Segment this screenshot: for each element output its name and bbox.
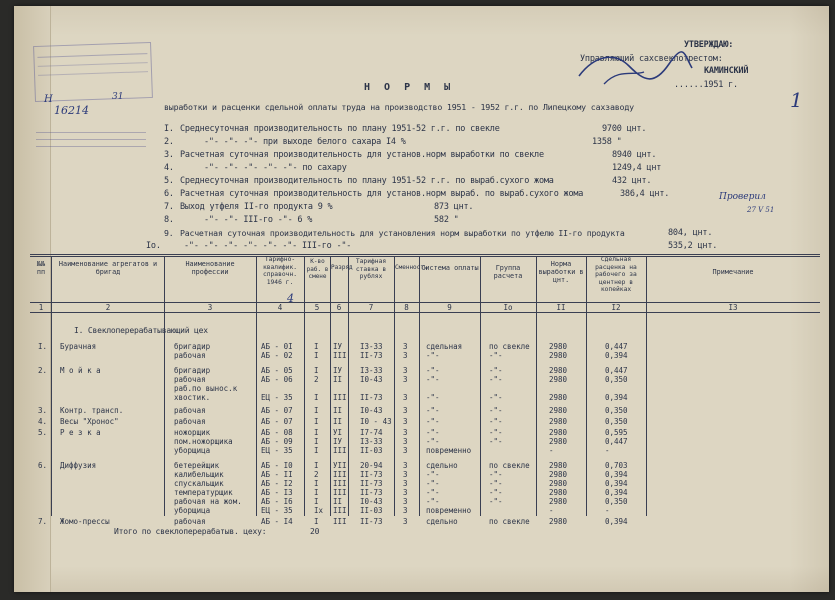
colnum: 2 [105,303,111,312]
row-piece-rate: - [605,506,610,515]
norm-value: 535,2 цнт. [668,241,718,251]
row-tariff-rate: II-73 [360,351,383,360]
header-handwritten-mark: 4 [287,292,294,305]
row-output-norm: - [549,446,554,455]
row-piece-rate: 0,447 [605,437,628,446]
row-shifts: 3 [403,393,408,402]
row-piece-rate: 0,447 [605,366,628,375]
colnum: 7 [368,303,374,312]
total-label: Итого по свеклоперерабатыв. цеху: [114,527,267,536]
row-profession: уборщица [174,506,211,515]
col-divider [536,256,537,516]
row-number: 2. [38,366,48,375]
row-workers-count: I [314,446,319,455]
row-profession: бетерейщик [174,461,220,470]
row-tariff-rate: I3-33 [360,437,383,446]
col-divider [394,256,395,516]
norm-text: -"- -"- III-го -"- 6 % [204,215,313,225]
row-piece-rate: 0,350 [605,497,628,506]
row-tariff-ref: АБ - 09 [261,437,293,446]
row-tariff-ref: АБ - 0I [261,342,293,351]
row-pay-system: -"- [426,417,440,426]
row-profession: рабочая [174,517,206,526]
header-calc-group: Группа расчета [493,264,523,280]
row-pay-system: -"- [426,406,440,415]
col-divider [164,256,165,516]
row-pay-system: -"- [426,366,440,375]
row-workers-count: I [314,406,319,415]
row-output-norm: 2980 [549,517,568,526]
row-calc-group: -"- [489,497,503,506]
row-shifts: 3 [403,479,408,488]
norm-number: 4. [164,163,174,173]
row-output-norm: 2980 [549,428,568,437]
row-piece-rate: 0,350 [605,375,628,384]
row-calc-group: по свекле [489,461,530,470]
row-calc-group: по свекле [489,342,530,351]
row-profession: бригадир [174,366,211,375]
row-workers-count: I [314,351,319,360]
row-tariff-rate: I3-33 [360,366,383,375]
norm-number: Io. [146,241,161,251]
row-tariff-ref: АБ - 05 [261,366,293,375]
row-tariff-ref: АБ - I4 [261,517,293,526]
approval-date: ......1951 г. [674,80,738,90]
row-unit: М о й к а [60,366,101,375]
col-divider [348,256,349,516]
colnum: II [556,303,566,312]
row-shifts: 3 [403,470,408,479]
margin-mark: 1 [790,88,803,112]
norm-text: Расчетная суточная производительность для установ.норм выработки по свекле [180,150,544,160]
row-tariff-ref: ЕЦ - 35 [261,393,293,402]
header-number: №№ пп [36,260,46,276]
side-note-handwritten: Проверил [719,192,766,202]
stamp-registration-number: 16214 [54,104,89,117]
row-tariff-ref: АБ - 02 [261,351,293,360]
row-workers-count: 2 [314,375,319,384]
row-calc-group: по свекле [489,517,530,526]
row-profession: калибельщик [174,470,224,479]
norm-number: 7. [164,202,174,212]
row-pay-system: -"- [426,479,440,488]
row-grade: II [333,375,343,384]
norm-value: 1358 " [592,137,622,147]
row-tariff-rate: I0 - 43 [360,417,392,426]
table-top-border [30,256,820,257]
colnum: 9 [447,303,452,312]
row-output-norm: 2980 [549,488,568,497]
signature-icon [574,46,694,94]
row-number: 6. [38,461,48,470]
row-grade: III [333,351,347,360]
row-output-norm: 2980 [549,342,568,351]
row-tariff-ref: АБ - I2 [261,479,293,488]
row-workers-count: I [314,428,319,437]
row-calc-group: -"- [489,417,503,426]
row-pay-system: сдельно [426,461,458,470]
norm-number: 6. [164,189,174,199]
row-tariff-rate: II-03 [360,446,383,455]
row-workers-count: Iх [314,506,324,515]
row-output-norm: 2980 [549,406,568,415]
row-calc-group: -"- [489,488,503,497]
row-workers-count: I [314,393,319,402]
row-tariff-rate: I7-74 [360,428,383,437]
colnum: 1 [38,303,44,312]
header-piece-rate: Сдельная расценка на рабочего за центнер в копейках [595,256,637,293]
row-grade: III [333,470,347,479]
stamp-letter: Н [44,94,53,105]
row-pay-system: сдельно [426,517,458,526]
row-profession: уборщица [174,446,211,455]
colnum: 5 [314,303,320,312]
row-workers-count: I [314,479,319,488]
row-piece-rate: 0,595 [605,428,628,437]
row-calc-group: -"- [489,406,503,415]
row-number: 5. [38,428,48,437]
document-subtitle: выработки и расценки сдельной оплаты труда на производство 1951 - 1952 г.г. по Липецкому сахзаводу [164,102,634,112]
row-tariff-rate: II-73 [360,488,383,497]
col-divider [480,256,481,516]
row-shifts: 3 [403,437,408,446]
row-pay-system: -"- [426,497,440,506]
norm-value: 432 цнт. [612,176,652,186]
row-shifts: 3 [403,366,408,375]
row-grade: III [333,479,347,488]
row-profession: температурщик [174,488,233,497]
row-output-norm: 2980 [549,417,568,426]
row-grade: III [333,517,347,526]
row-tariff-rate: II-73 [360,470,383,479]
row-output-norm: 2980 [549,351,568,360]
row-shifts: 3 [403,461,408,470]
row-number: 4. [38,417,48,426]
row-piece-rate: 0,394 [605,479,628,488]
norm-value: 386,4 цнт. [620,189,670,199]
row-calc-group: -"- [489,375,503,384]
row-profession: рабочая на жом. [174,497,242,506]
col-divider [646,256,647,516]
row-tariff-rate: I0-43 [360,406,383,415]
colnum: 6 [336,303,342,312]
row-output-norm: 2980 [549,479,568,488]
row-tariff-ref: АБ - I0 [261,461,293,470]
row-tariff-rate: II-73 [360,517,383,526]
row-output-norm: 2980 [549,437,568,446]
norm-value: 8940 цнт. [612,150,657,160]
row-piece-rate: - [605,446,610,455]
row-calc-group: -"- [489,351,503,360]
document-title: Н О Р М Ы [364,82,455,93]
row-profession: бригадир [174,342,211,351]
row-calc-group: -"- [489,366,503,375]
header-note: Примечание [712,268,754,276]
row-shifts: 3 [403,351,408,360]
row-unit: Р е з к а [60,428,101,437]
row-workers-count: I [314,437,319,446]
row-pay-system: -"- [426,393,440,402]
ministry-stamp [36,126,146,156]
table-top-border [30,254,820,255]
row-grade: III [333,446,347,455]
row-profession: рабочая [174,406,206,415]
row-calc-group: -"- [489,393,503,402]
header-unit: Наименование агрегатов и бригад [58,260,158,276]
approval-heading: УТВЕРЖДАЮ: [684,40,734,50]
row-calc-group: -"- [489,428,503,437]
norm-number: 5. [164,176,174,186]
row-number: I. [38,342,48,351]
row-tariff-ref: ЕЦ - 35 [261,446,293,455]
header-shifts: Сменность [395,264,428,271]
row-unit: Контр. трансп. [60,406,124,415]
row-output-norm: 2980 [549,393,568,402]
row-tariff-ref: АБ - I6 [261,497,293,506]
row-grade: IУ [333,366,343,375]
row-profession: рабочая [174,351,206,360]
row-pay-system: -"- [426,351,440,360]
norm-number: 3. [164,150,174,160]
row-grade: УI [333,428,343,437]
row-grade: II [333,417,343,426]
row-tariff-ref: АБ - 07 [261,417,293,426]
row-tariff-ref: АБ - 06 [261,375,293,384]
col-divider [304,256,305,516]
colnum: 4 [277,303,283,312]
row-unit: Жомо-прессы [60,517,110,526]
row-tariff-ref: АБ - I3 [261,488,293,497]
row-profession: рабочая [174,417,206,426]
norm-value: 9700 цнт. [602,124,647,134]
row-grade: III [333,506,347,515]
row-grade: II [333,497,343,506]
header-tariff-rate: Тарифная ставка в рублях [355,258,387,280]
row-workers-count: I [314,488,319,497]
row-profession: раб.по вынос.к [174,384,238,393]
colnum: Io [503,303,513,312]
norm-number: 9. [164,228,174,238]
row-piece-rate: 0,394 [605,517,628,526]
row-shifts: 3 [403,428,408,437]
row-piece-rate: 0,447 [605,342,628,351]
row-piece-rate: 0,394 [605,488,628,497]
row-shifts: 3 [403,506,408,515]
row-calc-group: -"- [489,470,503,479]
row-tariff-rate: II-73 [360,393,383,402]
row-output-norm: 2980 [549,375,568,384]
row-profession: ножорщик [174,428,211,437]
row-tariff-rate: 20-94 [360,461,383,470]
row-output-norm: 2980 [549,366,568,375]
row-calc-group: -"- [489,437,503,446]
row-profession: пом.ножорщика [174,437,233,446]
row-number: 7. [38,517,48,526]
norm-value: 582 " [434,215,459,225]
row-workers-count: I [314,517,319,526]
norm-text: -"- -"- -"- -"- -"- -"- III-го -"- [184,241,352,251]
norm-text: Среднесуточная производительность по плану 1951-52 г.г. по свекле [180,124,500,134]
row-workers-count: 2 [314,470,319,479]
row-pay-system: сдельная [426,342,463,351]
colnum: I3 [728,303,738,312]
row-grade: IУ [333,342,343,351]
col-divider [256,256,257,516]
row-tariff-rate: I3-33 [360,342,383,351]
colnum: 8 [404,303,409,312]
approval-name: КАМИНСКИЙ [704,66,749,76]
header-output-norm: Норма выработки в цнт. [538,260,584,284]
row-shifts: 3 [403,406,408,415]
row-profession: рабочая [174,375,206,384]
row-grade: УII [333,461,347,470]
header-pay-system: Система оплаты [421,264,479,272]
norm-text: -"- -"- -"- -"- -"- по сахару [204,163,347,173]
col-divider [51,256,52,516]
approval-position: Управляющий сахсвеклотрестом: [580,54,723,64]
section-title: I. Свеклоперерабатывающий цех [74,326,208,335]
table-colnum-border [30,312,820,313]
norm-value: 1249,4 цнт [612,163,662,173]
norm-text: Выход утфеля II-го продукта 9 % [180,202,333,212]
row-shifts: 3 [403,342,408,351]
col-divider [330,256,331,516]
row-workers-count: I [314,366,319,375]
row-piece-rate: 0,394 [605,351,628,360]
row-piece-rate: 0,703 [605,461,628,470]
row-pay-system: -"- [426,375,440,384]
row-shifts: 3 [403,375,408,384]
norm-text: -"- -"- -"- при выходе белого сахара I4 % [204,137,406,147]
document-sheet [14,6,829,592]
row-piece-rate: 0,350 [605,406,628,415]
row-workers-count: I [314,417,319,426]
total-value: 20 [310,527,320,536]
row-tariff-rate: II-03 [360,506,383,515]
row-output-norm: 2980 [549,461,568,470]
row-shifts: 3 [403,517,408,526]
row-calc-group: -"- [489,479,503,488]
row-tariff-ref: АБ - 07 [261,406,293,415]
row-piece-rate: 0,394 [605,470,628,479]
row-shifts: 3 [403,417,408,426]
row-output-norm: 2980 [549,470,568,479]
side-note-date: 27 V 51 [747,206,775,214]
row-unit: Весы "Хронос" [60,417,119,426]
row-piece-rate: 0,394 [605,393,628,402]
norm-text: Среднесуточная производительность по плану 1951-52 г.г. по выраб.сухого жома [180,176,554,186]
row-workers-count: I [314,461,319,470]
row-pay-system: -"- [426,470,440,479]
norm-number: 8. [164,215,174,225]
row-pay-system: -"- [426,428,440,437]
row-shifts: 3 [403,488,408,497]
row-tariff-ref: АБ - 08 [261,428,293,437]
stamp-date-number: 31 [112,92,124,102]
norm-value: 804, цнт. [668,228,713,238]
colnum: 3 [207,303,213,312]
row-pay-system: повременно [426,506,472,515]
row-piece-rate: 0,350 [605,417,628,426]
header-profession: Наименование профессии [185,260,235,276]
row-unit: Диффузия [60,461,97,470]
row-tariff-rate: I0-43 [360,497,383,506]
row-grade: III [333,393,347,402]
row-pay-system: -"- [426,488,440,497]
row-tariff-rate: II-73 [360,479,383,488]
row-grade: III [333,488,347,497]
row-shifts: 3 [403,497,408,506]
row-tariff-ref: ЕЦ - 35 [261,506,293,515]
row-unit: Бурачная [60,342,97,351]
row-workers-count: I [314,342,319,351]
row-tariff-ref: АБ - II [261,470,293,479]
row-workers-count: I [314,497,319,506]
row-number: 3. [38,406,48,415]
norm-value: 873 цнт. [434,202,474,212]
row-output-norm: 2980 [549,497,568,506]
row-tariff-rate: I0-43 [360,375,383,384]
row-pay-system: повременно [426,446,472,455]
header-tariff-ref: Тарифно-квалифик. справочн. 1946 г. [262,256,298,286]
norm-text: Расчетная суточная производительность для установ.норм выраб. по выраб.сухого жома [180,189,584,199]
row-pay-system: -"- [426,437,440,446]
col-divider [586,256,587,516]
row-profession: спускальщик [174,479,224,488]
colnum: I2 [611,303,621,312]
row-profession: хвостик. [174,393,211,402]
norm-number: 2. [164,137,174,147]
norm-number: I. [164,124,174,134]
norm-text: Расчетная суточная производительность для установления норм выработки по утфелю II-го продукта [180,228,625,238]
row-output-norm: - [549,506,554,515]
row-grade: II [333,406,343,415]
row-grade: IУ [333,437,343,446]
header-grade: Разряд [331,264,353,271]
row-shifts: 3 [403,446,408,455]
col-divider [419,256,420,516]
header-workers-count: К-во раб. в смене [306,258,329,280]
